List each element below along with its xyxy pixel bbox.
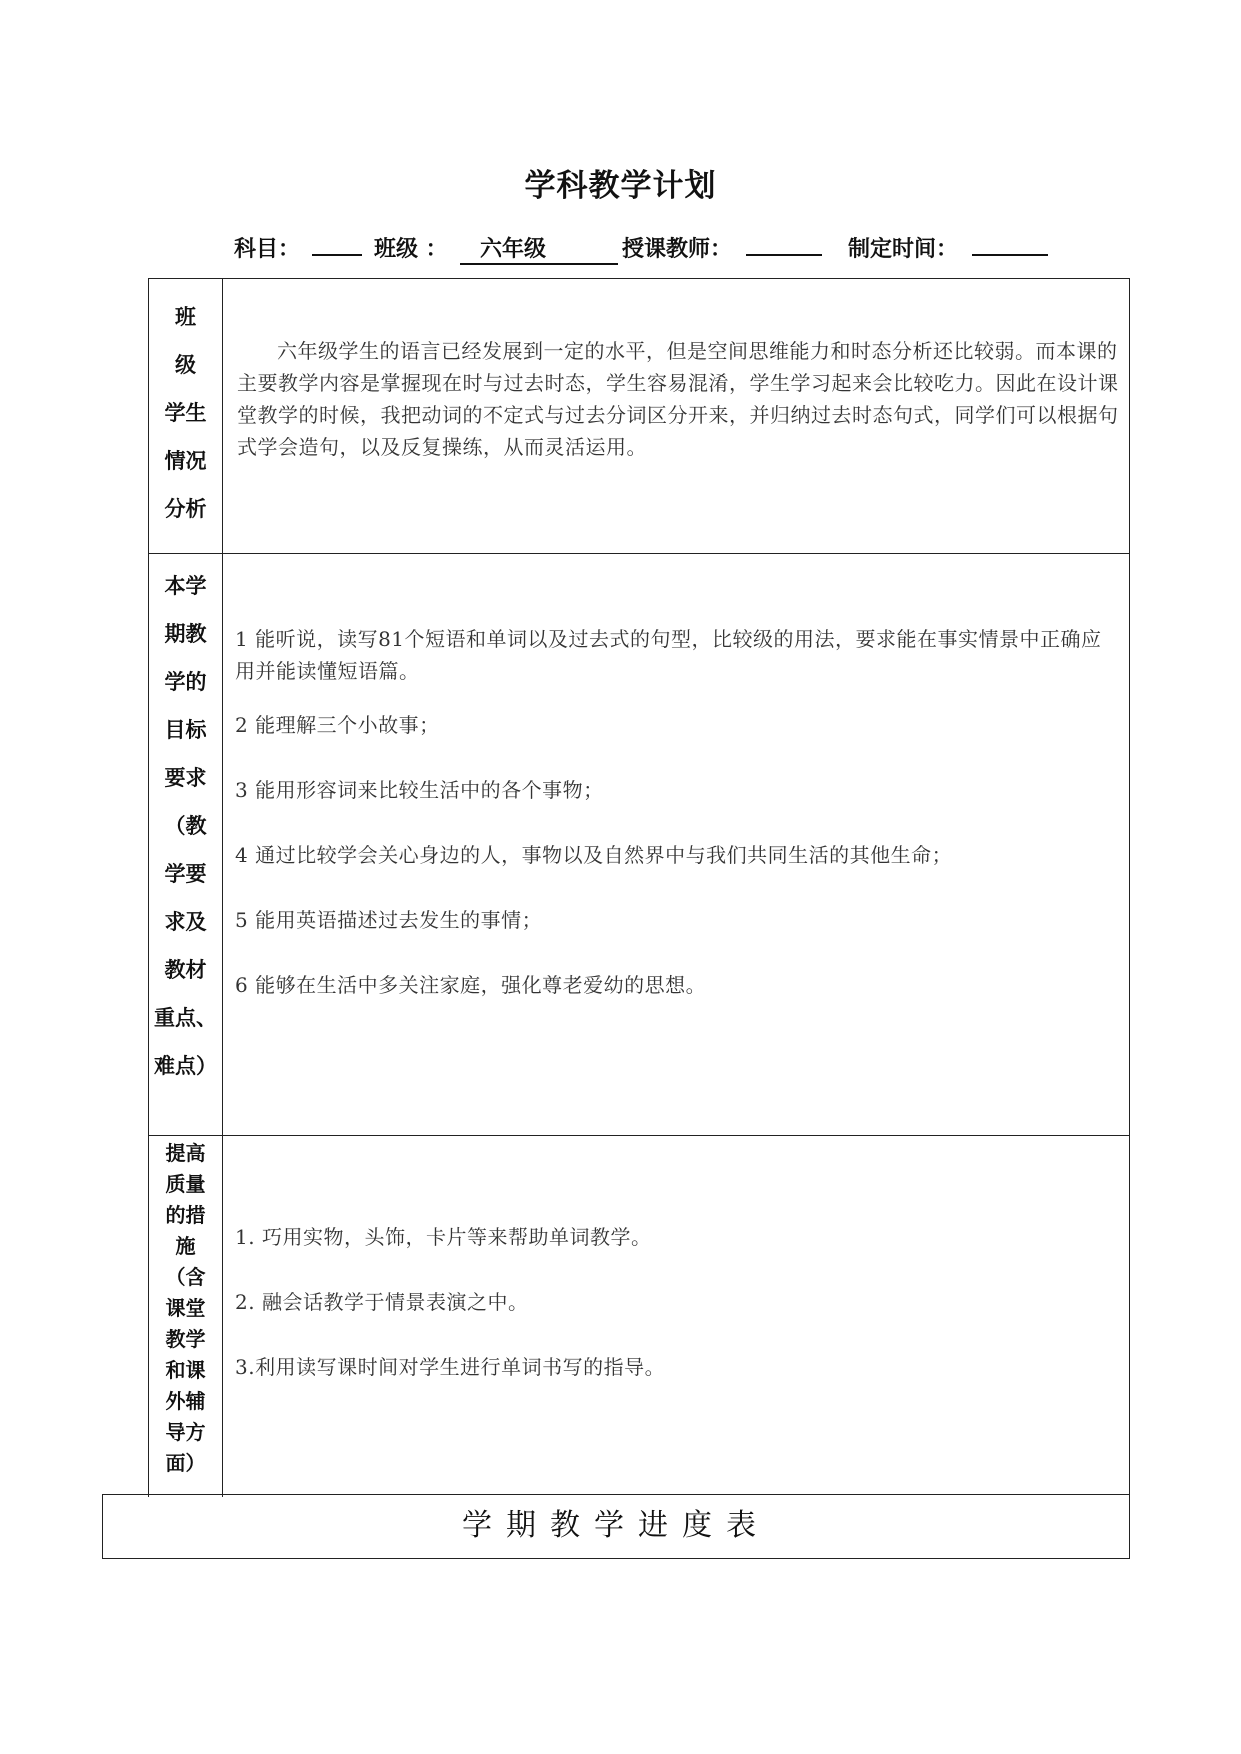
goals-row — [148, 553, 1130, 1136]
label-line: 外辅 — [165, 1389, 206, 1413]
label-line: 级 — [175, 353, 196, 377]
label-line: 本学 — [164, 574, 207, 598]
label-line: 期教 — [164, 622, 207, 646]
measure-item: 1. 巧用实物，头饰，卡片等来帮助单词教学。 — [235, 1225, 652, 1249]
student-analysis-body — [223, 279, 1129, 553]
goal-item: 3 能用形容词来比较生活中的各个事物； — [235, 778, 604, 802]
label-line: 课堂 — [165, 1296, 206, 1320]
teacher-label: 授课教师： — [622, 237, 733, 262]
goals-body — [223, 554, 1129, 1135]
goals-label — [149, 554, 223, 1135]
label-line: 导方 — [165, 1420, 206, 1444]
label-line: 分析 — [164, 497, 207, 521]
label-line: 要求 — [164, 766, 207, 790]
measures-label — [149, 1136, 223, 1497]
goal-item: 5 能用英语描述过去发生的事情； — [235, 908, 543, 932]
student-analysis-text: 六年级学生的语言已经发展到一定的水平，但是空间思维能力和时态分析还比较弱。而本课的主要教学内容是掌握现在时与过去时态，学生容易混淆，学生学习起来会比较吃力。因此在设计课堂教学的时候，我把动词的不定式与过去分词区分开来，并归纳过去时态句式，同学们可以根据句式学会造句，以及反复操练，从而灵活运用。 — [237, 339, 1119, 459]
date-label: 制定时间： — [848, 237, 959, 262]
progress-table-title: 学期教学进度表 — [102, 1494, 1130, 1559]
class-value: 六年级 — [480, 237, 547, 262]
label-line: 和课 — [165, 1358, 206, 1382]
label-line: 重点、 — [154, 1006, 217, 1030]
label-line: 教学 — [165, 1327, 206, 1351]
label-line: （教 — [164, 814, 207, 838]
label-line: 提高 — [165, 1141, 206, 1165]
class-value-wrap — [460, 232, 618, 265]
class-label: 班级 ： — [374, 237, 448, 262]
teacher-blank — [746, 232, 822, 258]
label-line: 教材 — [164, 958, 207, 982]
label-line: （含 — [165, 1265, 206, 1289]
page-title: 学科教学计划 — [524, 168, 717, 204]
label-line: 学的 — [164, 670, 207, 694]
goal-item: 1 能听说，读写81个短语和单词以及过去式的句型，比较级的用法，要求能在事实情景中正确应用并能读懂短语篇。 — [235, 627, 1102, 683]
measure-item: 3.利用读写课时间对学生进行单词书写的指导。 — [235, 1355, 666, 1379]
label-line: 班 — [175, 305, 196, 329]
label-line: 目标 — [164, 718, 207, 742]
label-line: 学生 — [164, 401, 207, 425]
date-blank — [972, 232, 1048, 258]
label-line: 的措 — [165, 1203, 206, 1227]
student-analysis-row — [148, 278, 1130, 554]
goal-item: 6 能够在生活中多关注家庭，强化尊老爱幼的思想。 — [235, 973, 707, 997]
goal-item: 4 通过比较学会关心身边的人，事物以及自然界中与我们共同生活的其他生命； — [235, 843, 953, 867]
measures-body — [223, 1136, 1129, 1497]
label-line: 质量 — [165, 1172, 206, 1196]
student-analysis-label — [149, 279, 223, 553]
subject-label: 科目： — [234, 237, 301, 262]
label-line: 面） — [165, 1451, 206, 1475]
goal-item: 2 能理解三个小故事； — [235, 713, 440, 737]
label-line: 学要 — [164, 862, 207, 886]
subject-blank — [312, 232, 362, 258]
measures-row — [148, 1135, 1130, 1497]
label-line: 情况 — [164, 449, 207, 473]
measure-item: 2. 融会话教学于情景表演之中。 — [235, 1290, 529, 1314]
label-line: 难点） — [154, 1054, 217, 1078]
label-line: 施 — [175, 1234, 196, 1258]
label-line: 求及 — [164, 910, 207, 934]
